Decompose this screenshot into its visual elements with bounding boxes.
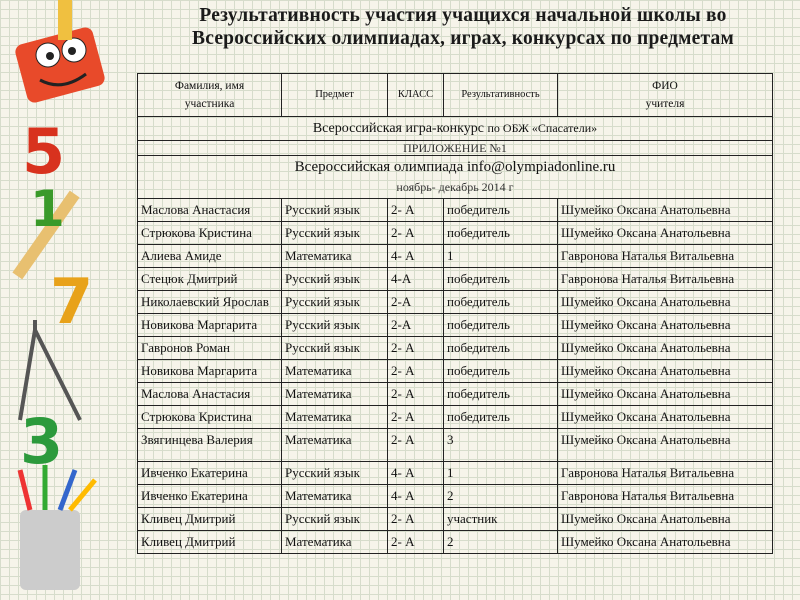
cell-subject: Русский язык	[282, 199, 388, 222]
cell-name: Кливец Дмитрий	[138, 531, 282, 554]
cell-class: 2- А	[388, 360, 444, 383]
cell-teacher: Шумейко Оксана Анатольевна	[558, 360, 773, 383]
cell-result: победитель	[444, 291, 558, 314]
title-line-2: Всероссийских олимпиадах, играх, конкурсах по предметам	[192, 28, 734, 49]
cell-result: победитель	[444, 360, 558, 383]
cell-class: 2- А	[388, 383, 444, 406]
cell-subject: Математика	[282, 485, 388, 508]
cell-result: 2	[444, 531, 558, 554]
cell-name: Гавронов Роман	[138, 337, 282, 360]
cell-teacher: Гавронова Наталья Витальевна	[558, 245, 773, 268]
cell-result: 3	[444, 429, 558, 462]
table-row	[138, 531, 773, 554]
cell-subject: Математика	[282, 360, 388, 383]
cell-teacher: Гавронова Наталья Витальевна	[558, 268, 773, 291]
section-obzh: Всероссийская игра-конкурс по ОБЖ «Спасатели»	[138, 117, 773, 141]
section-appendix: ПРИЛОЖЕНИЕ №1	[138, 141, 773, 156]
table-row	[138, 462, 773, 485]
number-seven: 7	[50, 265, 94, 338]
cell-subject: Русский язык	[282, 222, 388, 245]
cell-subject: Русский язык	[282, 508, 388, 531]
cell-name: Алиева Амиде	[138, 245, 282, 268]
cell-result: победитель	[444, 268, 558, 291]
cell-class: 2- А	[388, 531, 444, 554]
table-row	[138, 199, 773, 222]
cell-subject: Математика	[282, 245, 388, 268]
cell-name: Кливец Дмитрий	[138, 508, 282, 531]
cell-result: победитель	[444, 406, 558, 429]
cell-subject: Русский язык	[282, 462, 388, 485]
cell-class: 2- А	[388, 337, 444, 360]
number-five: 5	[22, 115, 66, 188]
cell-teacher: Шумейко Оксана Анатольевна	[558, 383, 773, 406]
cell-class: 4- А	[388, 485, 444, 508]
cell-teacher: Шумейко Оксана Анатольевна	[558, 531, 773, 554]
cell-subject: Математика	[282, 406, 388, 429]
cell-result: победитель	[444, 199, 558, 222]
table-row	[138, 383, 773, 406]
header-name: Фамилия, имя участника	[138, 74, 282, 117]
cell-class: 2- А	[388, 199, 444, 222]
cell-subject: Русский язык	[282, 314, 388, 337]
table-row	[138, 406, 773, 429]
cell-class: 2-А	[388, 314, 444, 337]
cell-result: 2	[444, 485, 558, 508]
table-row	[138, 314, 773, 337]
title-line-1: Результативность участия учащихся начальной школы во	[199, 5, 727, 26]
cell-name: Ивченко Екатерина	[138, 485, 282, 508]
cell-result: победитель	[444, 314, 558, 337]
cell-teacher: Гавронова Наталья Витальевна	[558, 485, 773, 508]
cell-result: 1	[444, 462, 558, 485]
cell-class: 4- А	[388, 462, 444, 485]
cell-class: 4- А	[388, 245, 444, 268]
cell-result: победитель	[444, 222, 558, 245]
page-title	[128, 4, 798, 50]
cell-name: Звягинцева Валерия	[138, 429, 282, 462]
cell-teacher: Шумейко Оксана Анатольевна	[558, 508, 773, 531]
cell-subject: Математика	[282, 383, 388, 406]
cell-class: 4-А	[388, 268, 444, 291]
table-row	[138, 291, 773, 314]
cell-teacher: Шумейко Оксана Анатольевна	[558, 199, 773, 222]
cell-teacher: Шумейко Оксана Анатольевна	[558, 291, 773, 314]
table-row	[138, 508, 773, 531]
number-one: 1	[30, 180, 65, 238]
header-class: КЛАСС	[388, 74, 444, 117]
table-row	[138, 485, 773, 508]
header-teacher: ФИО учителя	[558, 74, 773, 117]
cell-name: Ивченко Екатерина	[138, 462, 282, 485]
cell-teacher: Гавронова Наталья Витальевна	[558, 462, 773, 485]
table-row	[138, 222, 773, 245]
table-row	[138, 245, 773, 268]
table-row	[138, 337, 773, 360]
cell-teacher: Шумейко Оксана Анатольевна	[558, 406, 773, 429]
cell-result: победитель	[444, 337, 558, 360]
decorative-school-illustrations	[0, 0, 125, 600]
number-three: 3	[20, 405, 64, 478]
cell-class: 2- А	[388, 222, 444, 245]
header-row	[138, 74, 773, 117]
cell-subject: Математика	[282, 429, 388, 462]
cell-subject: Русский язык	[282, 268, 388, 291]
cell-class: 2-А	[388, 291, 444, 314]
cell-name: Маслова Анастасия	[138, 199, 282, 222]
table-row	[138, 360, 773, 383]
cell-result: участник	[444, 508, 558, 531]
cell-subject: Математика	[282, 531, 388, 554]
cell-class: 2- А	[388, 508, 444, 531]
cell-name: Николаевский Ярослав	[138, 291, 282, 314]
pencil-cup-icon	[20, 510, 80, 590]
cell-teacher: Шумейко Оксана Анатольевна	[558, 337, 773, 360]
cell-class: 2- А	[388, 429, 444, 462]
cell-name: Новикова Маргарита	[138, 314, 282, 337]
cell-subject: Русский язык	[282, 337, 388, 360]
cell-name: Стрюкова Кристина	[138, 406, 282, 429]
table-row	[138, 429, 773, 462]
cell-name: Стрюкова Кристина	[138, 222, 282, 245]
cell-name: Стецюк Дмитрий	[138, 268, 282, 291]
cell-teacher: Шумейко Оксана Анатольевна	[558, 314, 773, 337]
cell-teacher: Шумейко Оксана Анатольевна	[558, 222, 773, 245]
cell-name: Новикова Маргарита	[138, 360, 282, 383]
cell-teacher: Шумейко Оксана Анатольевна	[558, 429, 773, 462]
cell-name: Маслова Анастасия	[138, 383, 282, 406]
table-row	[138, 268, 773, 291]
header-subject: Предмет	[282, 74, 388, 117]
cell-subject: Русский язык	[282, 291, 388, 314]
section-olympiad: Всероссийская олимпиада info@olympiadonline.ru ноябрь- декабрь 2014 г	[138, 156, 773, 199]
cell-result: победитель	[444, 383, 558, 406]
results-table	[137, 73, 773, 554]
cell-result: 1	[444, 245, 558, 268]
cell-class: 2- А	[388, 406, 444, 429]
header-result: Результативность	[444, 74, 558, 117]
